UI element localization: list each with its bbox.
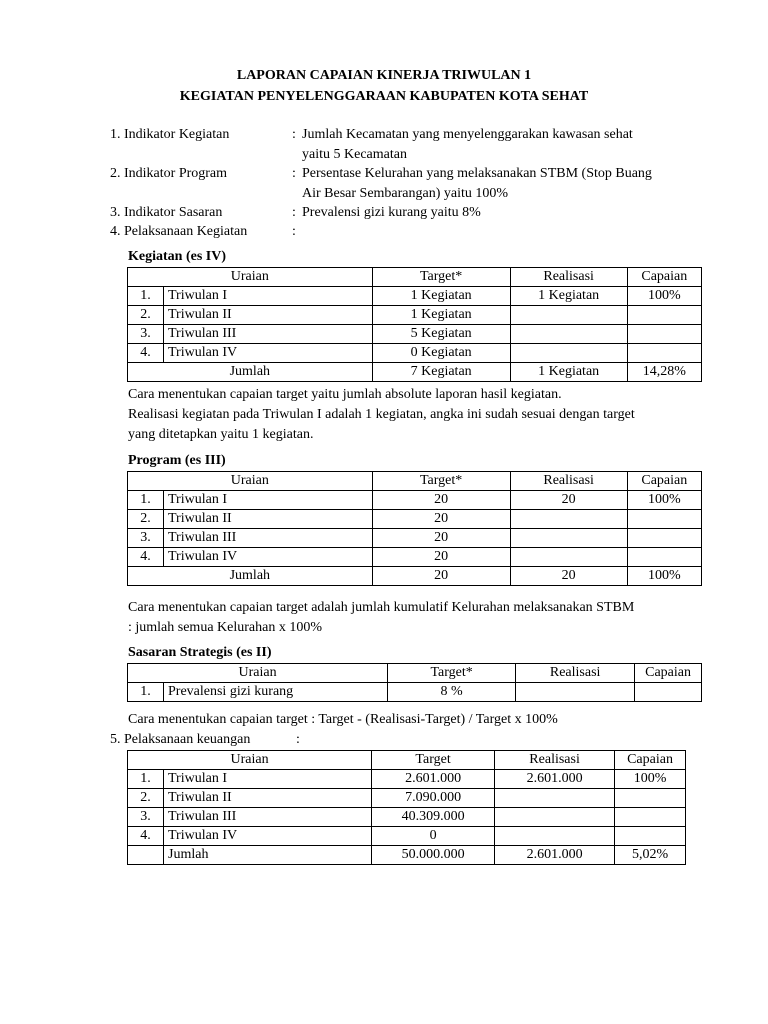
row-uraian: Triwulan I	[164, 770, 372, 789]
row-target: 0 Kegiatan	[372, 344, 510, 363]
row-realisasi	[510, 548, 627, 567]
sasaran-table	[127, 663, 702, 702]
page-title: LAPORAN CAPAIAN KINERJA TRIWULAN 1	[236, 68, 532, 83]
total-label: Jumlah	[164, 846, 372, 865]
row-realisasi	[516, 683, 635, 702]
column-header: Capaian	[615, 751, 686, 770]
row-realisasi	[495, 827, 615, 846]
row-capaian	[615, 808, 686, 827]
column-header: Realisasi	[516, 664, 635, 683]
indicator-label: 2. Indikator Program	[110, 166, 228, 181]
table-row	[128, 529, 702, 548]
row-uraian: Triwulan IV	[164, 827, 372, 846]
row-number: 4.	[128, 548, 164, 567]
row-capaian	[615, 827, 686, 846]
row-realisasi: 1 Kegiatan	[510, 287, 627, 306]
row-number: 2.	[128, 306, 164, 325]
table-row	[128, 306, 702, 325]
indicator-sep: :	[292, 205, 296, 220]
row-capaian: 100%	[627, 287, 701, 306]
table-total-row	[128, 567, 702, 586]
row-number: 2.	[128, 510, 164, 529]
row-capaian	[627, 548, 701, 567]
row-target: 20	[372, 491, 510, 510]
column-header: Uraian	[128, 751, 372, 770]
row-uraian: Triwulan IV	[164, 548, 373, 567]
table-header-row	[128, 472, 702, 491]
row-realisasi	[495, 789, 615, 808]
indicator-value: Persentase Kelurahan yang melaksanakan STBM (Stop Buang	[302, 166, 652, 181]
kegiatan-table	[127, 267, 702, 382]
row-target: 5 Kegiatan	[372, 325, 510, 344]
section-heading-program: Program (es III)	[128, 453, 226, 468]
total-capaian: 14,28%	[627, 363, 701, 382]
row-uraian: Prevalensi gizi kurang	[164, 683, 388, 702]
row-realisasi: 20	[510, 491, 627, 510]
table-row	[128, 325, 702, 344]
row-realisasi	[495, 808, 615, 827]
table-row	[128, 770, 686, 789]
table-row	[128, 808, 686, 827]
page-subtitle: KEGIATAN PENYELENGGARAAN KABUPATEN KOTA SEHAT	[179, 89, 589, 104]
row-capaian	[627, 344, 701, 363]
total-realisasi: 20	[510, 567, 627, 586]
table-row	[128, 344, 702, 363]
row-number: 1.	[128, 683, 164, 702]
row-capaian	[627, 306, 701, 325]
row-number: 4.	[128, 827, 164, 846]
row-target: 20	[372, 548, 510, 567]
row-uraian: Triwulan IV	[164, 344, 373, 363]
kegiatan-note: Cara menentukan capaian target yaitu jumlah absolute laporan hasil kegiatan.	[128, 387, 562, 402]
indicator-value: Air Besar Sembarangan) yaitu 100%	[302, 186, 509, 201]
column-header: Target*	[372, 268, 510, 287]
column-header: Uraian	[128, 472, 373, 491]
table-row	[128, 789, 686, 808]
row-realisasi: 2.601.000	[495, 770, 615, 789]
row-number: 1.	[128, 491, 164, 510]
row-uraian: Triwulan II	[164, 510, 373, 529]
table-row	[128, 548, 702, 567]
keuangan-sep: :	[296, 732, 300, 747]
row-number: 2.	[128, 789, 164, 808]
section-heading-sasaran: Sasaran Strategis (es II)	[128, 645, 272, 660]
program-note: Cara menentukan capaian target adalah jumlah kumulatif Kelurahan melaksanakan STBM	[128, 600, 635, 615]
row-number: 4.	[128, 344, 164, 363]
row-uraian: Triwulan I	[164, 287, 373, 306]
row-uraian: Triwulan III	[164, 808, 372, 827]
row-capaian	[627, 529, 701, 548]
kegiatan-note: Realisasi kegiatan pada Triwulan I adalah 1 kegiatan, angka ini sudah sesuai dengan target	[128, 407, 635, 422]
column-header: Realisasi	[510, 472, 627, 491]
row-uraian: Triwulan III	[164, 325, 373, 344]
table-total-row	[128, 846, 686, 865]
row-capaian	[635, 683, 702, 702]
column-header: Realisasi	[510, 268, 627, 287]
table-row	[128, 683, 702, 702]
table-row	[128, 491, 702, 510]
total-realisasi: 2.601.000	[495, 846, 615, 865]
row-realisasi	[510, 344, 627, 363]
row-number: 1.	[128, 287, 164, 306]
total-capaian: 100%	[627, 567, 701, 586]
column-header: Capaian	[627, 268, 701, 287]
section-heading-kegiatan: Kegiatan (es IV)	[128, 249, 226, 264]
program-note: : jumlah semua Kelurahan x 100%	[128, 620, 323, 635]
indicator-value: Prevalensi gizi kurang yaitu 8%	[302, 205, 481, 220]
column-header: Uraian	[128, 664, 388, 683]
total-target: 50.000.000	[372, 846, 495, 865]
table-header-row	[128, 751, 686, 770]
column-header: Capaian	[635, 664, 702, 683]
column-header: Realisasi	[495, 751, 615, 770]
table-row	[128, 287, 702, 306]
row-target: 1 Kegiatan	[372, 287, 510, 306]
row-target: 8 %	[388, 683, 516, 702]
column-header: Capaian	[627, 472, 701, 491]
total-label: Jumlah	[128, 363, 373, 382]
row-number: 1.	[128, 770, 164, 789]
row-capaian: 100%	[615, 770, 686, 789]
row-uraian: Triwulan II	[164, 306, 373, 325]
column-header: Target*	[388, 664, 516, 683]
indicator-sep: :	[292, 224, 296, 239]
indicator-label: 3. Indikator Sasaran	[110, 205, 223, 220]
row-number: 3.	[128, 808, 164, 827]
section-heading-keuangan: 5. Pelaksanaan keuangan	[110, 732, 251, 747]
total-realisasi: 1 Kegiatan	[510, 363, 627, 382]
row-capaian: 100%	[627, 491, 701, 510]
row-target: 0	[372, 827, 495, 846]
column-header: Target*	[372, 472, 510, 491]
indicator-sep: :	[292, 127, 296, 142]
row-number: 3.	[128, 529, 164, 548]
indicator-sep: :	[292, 166, 296, 181]
table-row	[128, 827, 686, 846]
row-target: 7.090.000	[372, 789, 495, 808]
column-header: Target	[372, 751, 495, 770]
row-target: 1 Kegiatan	[372, 306, 510, 325]
row-capaian	[627, 510, 701, 529]
table-total-row	[128, 363, 702, 382]
row-uraian: Triwulan III	[164, 529, 373, 548]
keuangan-table	[127, 750, 686, 865]
row-target: 20	[372, 510, 510, 529]
total-capaian: 5,02%	[615, 846, 686, 865]
table-row	[128, 510, 702, 529]
sasaran-note: Cara menentukan capaian target : Target - (Realisasi-Target) / Target x 100%	[128, 712, 558, 727]
column-header: Uraian	[128, 268, 373, 287]
row-number	[128, 846, 164, 865]
row-target: 40.309.000	[372, 808, 495, 827]
indicator-value: yaitu 5 Kecamatan	[302, 147, 407, 162]
indicator-label: 1. Indikator Kegiatan	[110, 127, 230, 142]
table-header-row	[128, 664, 702, 683]
row-number: 3.	[128, 325, 164, 344]
kegiatan-note: yang ditetapkan yaitu 1 kegiatan.	[128, 427, 314, 442]
table-header-row	[128, 268, 702, 287]
indicator-value: Jumlah Kecamatan yang menyelenggarakan kawasan sehat	[302, 127, 633, 142]
row-realisasi	[510, 510, 627, 529]
total-label: Jumlah	[128, 567, 373, 586]
program-table	[127, 471, 702, 586]
total-target: 7 Kegiatan	[372, 363, 510, 382]
row-capaian	[615, 789, 686, 808]
row-uraian: Triwulan II	[164, 789, 372, 808]
indicator-label: 4. Pelaksanaan Kegiatan	[110, 224, 248, 239]
row-realisasi	[510, 325, 627, 344]
row-realisasi	[510, 529, 627, 548]
row-target: 20	[372, 529, 510, 548]
row-realisasi	[510, 306, 627, 325]
row-capaian	[627, 325, 701, 344]
total-target: 20	[372, 567, 510, 586]
row-uraian: Triwulan I	[164, 491, 373, 510]
row-target: 2.601.000	[372, 770, 495, 789]
